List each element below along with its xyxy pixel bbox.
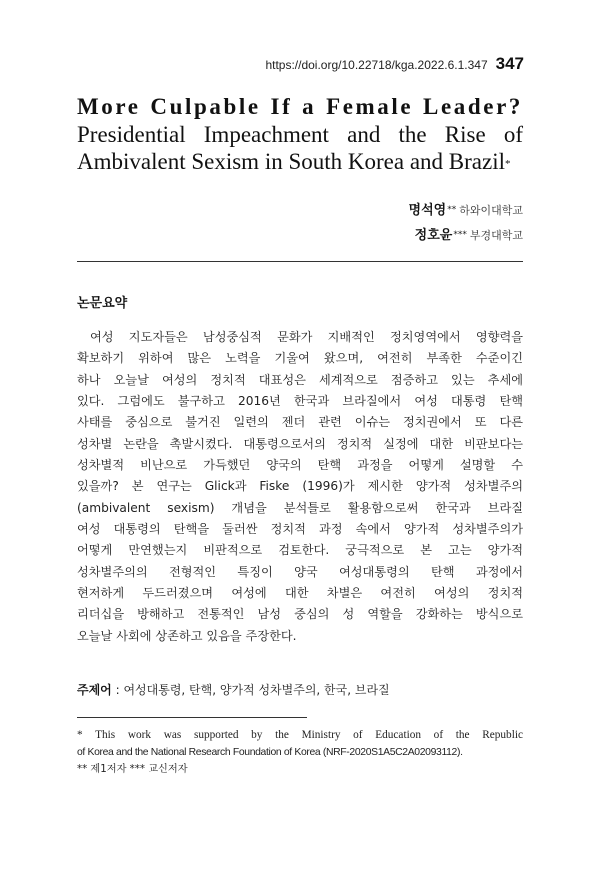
keywords-separator: :	[111, 683, 124, 697]
title-line-2: Presidential Impeachment and the Rise of	[77, 122, 523, 147]
title-line-3-text: Ambivalent Sexism in South Korea and Brazil	[77, 149, 505, 174]
page-number: 347	[495, 54, 524, 73]
title-line-1: More Culpable If a Female Leader?	[77, 94, 523, 119]
title-footnote-mark: *	[504, 158, 511, 170]
author-affiliation: 부경대학교	[469, 229, 523, 242]
abstract-line: 성차별 논란을 촉발시켰다. 대통령으로서의 정치적 실정에 대한 비판보다는	[77, 436, 523, 451]
abstract-line: 있을까? 본 연구는 Glick과 Fiske (1996)가 제시한 양가적 성차별주의	[77, 479, 523, 494]
footnote-funding-line-1: * This work was supported by the Ministry of Education of the Republic	[77, 729, 523, 741]
footnote-divider	[77, 717, 307, 718]
abstract-line: 현저하게 두드러졌으며 여성에 대한 차별은 여전히 여성의 정치적	[77, 586, 523, 601]
author-list	[409, 198, 523, 248]
abstract-heading: 논문요약	[77, 296, 128, 311]
abstract-line: 오늘날 사회에 상존하고 있음을 주장한다.	[77, 628, 297, 643]
author-1	[409, 198, 523, 223]
author-affiliation: 하와이대학교	[459, 204, 523, 217]
abstract-line: 있다. 그럼에도 불구하고 2016년 한국과 브라질에서 여성 대통령 탄핵	[77, 394, 523, 409]
abstract-line: 확보하기 위하여 많은 노력을 기울여 왔으며, 여전히 부족한 수준이긴	[77, 351, 523, 366]
footnote-author-roles: ** 제1저자 *** 교신저자	[77, 764, 188, 775]
abstract-line: 사태를 중심으로 불거진 일련의 젠더 관련 이슈는 정치권에서 또 다른	[77, 415, 523, 430]
abstract-line: (ambivalent sexism) 개념을 분석틀로 활용함으로써 한국과 브라질	[77, 500, 523, 515]
author-name: 정호윤	[414, 228, 453, 243]
author-name: 명석영	[408, 203, 447, 218]
abstract-line: 하나 오늘날 여성의 정치적 대표성은 세계적으로 점증하고 있는 추세에	[77, 372, 523, 387]
author-footnote-mark: ***	[453, 230, 467, 240]
running-header	[265, 54, 524, 74]
divider	[77, 261, 523, 262]
abstract-line: 여성 대통령의 탄핵을 둘러싼 정치적 과정 속에서 양가적 성차별주의가	[77, 522, 523, 537]
title-line-3	[77, 148, 523, 178]
abstract-line: 리더십을 방해하고 전통적인 남성 중심의 성 역할을 강화하는 방식으로	[77, 607, 523, 622]
footnotes	[77, 727, 523, 778]
doi-link[interactable]: https://doi.org/10.22718/kga.2022.6.1.347	[265, 58, 488, 72]
keywords-text: 여성대통령, 탄핵, 양가적 성차별주의, 한국, 브라질	[123, 683, 390, 697]
keywords-label: 주제어	[77, 683, 112, 697]
paper-title	[77, 93, 523, 178]
author-footnote-mark: **	[447, 205, 457, 215]
author-2	[409, 223, 523, 248]
keywords	[77, 681, 523, 698]
abstract-line: 여성 지도자들은 남성중심적 문화가 지배적인 정치영역에서 영향력을	[90, 330, 523, 344]
abstract-body	[77, 327, 523, 647]
abstract-line: 성차별적 비난으로 가득했던 양국의 탄핵 과정을 어떻게 설명할 수	[77, 458, 523, 473]
abstract-line: 어떻게 만연했는지 비판적으로 검토한다. 궁극적으로 본 고는 양가적	[77, 543, 523, 558]
footnote-funding-line-2: of Korea and the National Research Foundation of Korea (NRF-2020S1A5C2A02093112).	[77, 747, 463, 758]
abstract-line: 성차별주의의 전형적인 특징이 양국 여성대통령의 탄핵 과정에서	[77, 564, 523, 579]
